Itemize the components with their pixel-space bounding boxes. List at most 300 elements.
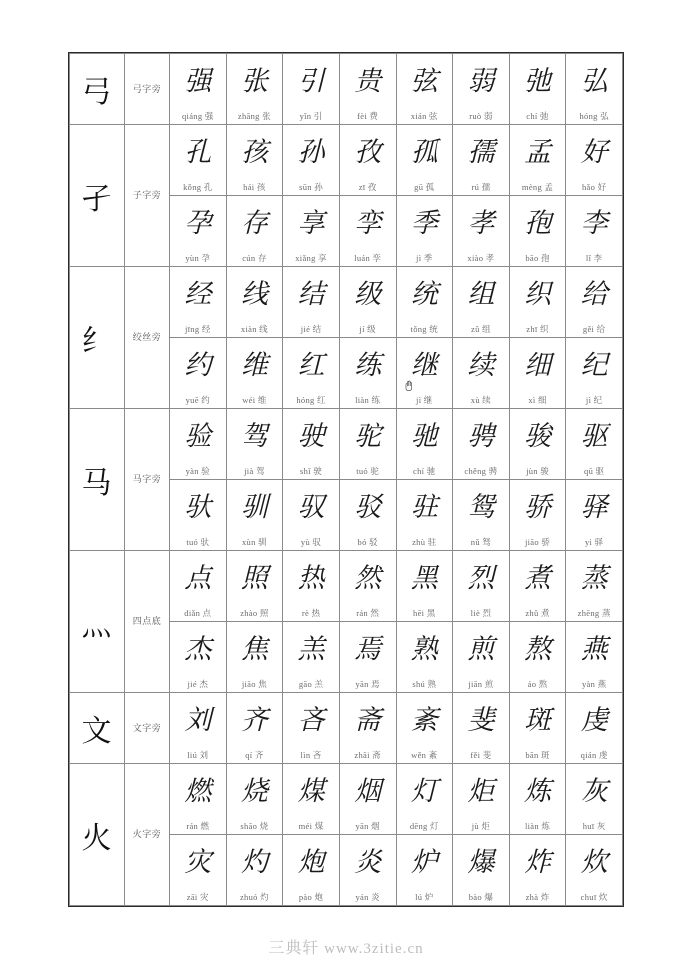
- pinyin-cell: [396, 250, 453, 267]
- character-cell: [170, 764, 227, 819]
- character-glyph: 煮: [524, 563, 552, 593]
- pinyin-label: nǔ 驽: [470, 537, 492, 547]
- character-glyph: 焦: [240, 634, 268, 664]
- pinyin-cell: [396, 321, 453, 338]
- pinyin-label: liè 烈: [470, 608, 492, 618]
- pinyin-label: yàn 燕: [581, 679, 607, 689]
- pinyin-label: jùn 骏: [526, 466, 550, 476]
- pinyin-cell: [339, 463, 396, 480]
- radical-symbol: 弓: [70, 54, 125, 125]
- character-glyph: 享: [297, 208, 325, 238]
- pinyin-cell: [339, 747, 396, 764]
- pinyin-label: zhī 织: [526, 324, 549, 334]
- character-glyph: 贵: [354, 66, 382, 96]
- radical-chart-sheet: [68, 52, 624, 907]
- pinyin-label: xì 细: [528, 395, 547, 405]
- character-glyph: 孩: [240, 137, 268, 167]
- pinyin-cell: [226, 889, 283, 906]
- character-glyph: 斐: [467, 705, 495, 735]
- character-glyph: 烟: [354, 776, 382, 806]
- character-glyph: 然: [354, 563, 382, 593]
- character-cell: [396, 622, 453, 677]
- character-cell: [339, 693, 396, 748]
- pinyin-label: rè 热: [301, 608, 321, 618]
- character-cell: [226, 622, 283, 677]
- pinyin-cell: [509, 179, 566, 196]
- pinyin-label: rán 燃: [186, 821, 210, 831]
- pinyin-label: xùn 驯: [241, 537, 267, 547]
- character-cell: [453, 835, 510, 890]
- character-cell: [566, 693, 623, 748]
- pinyin-cell: [226, 108, 283, 125]
- pinyin-label: ruò 弱: [469, 111, 493, 121]
- character-glyph: 孤: [410, 137, 438, 167]
- character-glyph: 孕: [184, 208, 212, 238]
- pinyin-label: chí 弛: [526, 111, 549, 121]
- pinyin-label: tǒng 统: [410, 324, 439, 334]
- pinyin-label: jié 杰: [187, 679, 209, 689]
- character-cell: [339, 409, 396, 464]
- character-cell: [226, 338, 283, 393]
- character-glyph: 验: [184, 421, 212, 451]
- character-cell: [453, 551, 510, 606]
- pinyin-cell: [453, 605, 510, 622]
- pinyin-label: jié 结: [300, 324, 322, 334]
- character-cell: [396, 835, 453, 890]
- pinyin-label: shú 熟: [412, 679, 437, 689]
- character-cell: [509, 764, 566, 819]
- pinyin-cell: [339, 108, 396, 125]
- radical-symbol: 火: [70, 764, 125, 906]
- character-cell: [453, 54, 510, 109]
- pinyin-label: chí 驰: [413, 466, 436, 476]
- pinyin-cell: [283, 818, 340, 835]
- character-glyph: 张: [240, 66, 268, 96]
- character-cell: [283, 622, 340, 677]
- character-glyph: 弱: [467, 66, 495, 96]
- character-glyph: 继: [410, 350, 438, 380]
- pinyin-cell: [226, 676, 283, 693]
- pinyin-label: hǎo 好: [581, 182, 607, 192]
- character-cell: [396, 764, 453, 819]
- character-cell: [509, 196, 566, 251]
- pinyin-cell: [396, 108, 453, 125]
- character-cell: [170, 835, 227, 890]
- pinyin-cell: [339, 818, 396, 835]
- character-cell: [566, 267, 623, 322]
- pinyin-cell: [509, 250, 566, 267]
- character-cell: [453, 267, 510, 322]
- character-cell: [339, 480, 396, 535]
- character-glyph: 爆: [467, 847, 495, 877]
- pinyin-label: xiǎng 享: [295, 253, 327, 263]
- character-glyph: 黑: [410, 563, 438, 593]
- character-cell: [170, 338, 227, 393]
- character-glyph: 引: [297, 66, 325, 96]
- character-glyph: 驿: [580, 492, 608, 522]
- character-glyph: 孙: [297, 137, 325, 167]
- pinyin-label: tuó 驼: [356, 466, 380, 476]
- character-cell: [396, 693, 453, 748]
- character-cell: [509, 409, 566, 464]
- pinyin-label: zhāi 斋: [354, 750, 381, 760]
- pinyin-label: jì 季: [416, 253, 433, 263]
- pinyin-cell: [283, 676, 340, 693]
- pinyin-label: zhēng 蒸: [577, 608, 611, 618]
- character-glyph: 炉: [410, 847, 438, 877]
- pinyin-cell: [396, 463, 453, 480]
- pinyin-cell: [453, 676, 510, 693]
- pinyin-label: jiāo 焦: [241, 679, 268, 689]
- pinyin-label: zǔ 组: [471, 324, 491, 334]
- pinyin-cell: [396, 605, 453, 622]
- character-glyph: 孟: [524, 137, 552, 167]
- character-cell: [170, 54, 227, 109]
- character-glyph: 强: [184, 66, 212, 96]
- character-glyph: 续: [467, 350, 495, 380]
- pinyin-cell: [453, 250, 510, 267]
- character-cell: [283, 338, 340, 393]
- character-glyph: 级: [354, 279, 382, 309]
- character-cell: [396, 409, 453, 464]
- character-glyph: 纪: [580, 350, 608, 380]
- pinyin-label: shāo 烧: [240, 821, 269, 831]
- character-glyph: 骄: [524, 492, 552, 522]
- pinyin-cell: [509, 747, 566, 764]
- pinyin-cell: [339, 179, 396, 196]
- character-glyph: 驶: [297, 421, 325, 451]
- pinyin-cell: [283, 392, 340, 409]
- pinyin-cell: [509, 392, 566, 409]
- pinyin-label: xiàn 线: [240, 324, 268, 334]
- pinyin-label: liàn 练: [355, 395, 381, 405]
- character-glyph: 灯: [410, 776, 438, 806]
- character-cell: [566, 551, 623, 606]
- character-glyph: 练: [354, 350, 382, 380]
- pinyin-label: zāi 灾: [186, 892, 209, 902]
- pinyin-label: shǐ 驶: [300, 466, 323, 476]
- pinyin-cell: [226, 534, 283, 551]
- character-cell: [283, 125, 340, 180]
- character-cell: [566, 196, 623, 251]
- pinyin-cell: [509, 108, 566, 125]
- pinyin-label: lìn 吝: [300, 750, 322, 760]
- pinyin-cell: [509, 818, 566, 835]
- pinyin-cell: [396, 392, 453, 409]
- pinyin-label: jiān 煎: [468, 679, 494, 689]
- character-cell: [339, 338, 396, 393]
- character-cell: [170, 196, 227, 251]
- character-glyph: 约: [184, 350, 212, 380]
- pinyin-cell: [509, 321, 566, 338]
- character-cell: [226, 409, 283, 464]
- radical-name: 马字旁: [125, 409, 170, 551]
- character-glyph: 煤: [297, 776, 325, 806]
- radical-symbol: 文: [70, 693, 125, 764]
- character-glyph: 弦: [410, 66, 438, 96]
- pinyin-label: yùn 孕: [185, 253, 211, 263]
- character-glyph: 熟: [410, 634, 438, 664]
- pinyin-label: lú 炉: [415, 892, 434, 902]
- character-glyph: 骋: [467, 421, 495, 451]
- character-glyph: 驯: [240, 492, 268, 522]
- pinyin-label: luán 孪: [354, 253, 382, 263]
- character-cell: [226, 835, 283, 890]
- pinyin-cell: [339, 605, 396, 622]
- pinyin-label: wéi 维: [242, 395, 267, 405]
- pinyin-label: qiáng 强: [182, 111, 214, 121]
- pinyin-label: chuī 炊: [580, 892, 608, 902]
- pinyin-cell: [283, 321, 340, 338]
- pinyin-cell: [396, 179, 453, 196]
- character-cell: [396, 125, 453, 180]
- character-cell: [339, 267, 396, 322]
- character-glyph: 弛: [524, 66, 552, 96]
- pinyin-label: méi 煤: [298, 821, 324, 831]
- pinyin-label: zhuó 灼: [239, 892, 269, 902]
- radical-name: 子字旁: [125, 125, 170, 267]
- character-glyph: 驻: [410, 492, 438, 522]
- character-cell: [453, 622, 510, 677]
- character-glyph: 好: [580, 137, 608, 167]
- character-cell: [339, 622, 396, 677]
- pinyin-cell: [339, 676, 396, 693]
- character-glyph: 蒸: [580, 563, 608, 593]
- pinyin-label: fèi 费: [357, 111, 379, 121]
- pinyin-cell: [339, 321, 396, 338]
- pinyin-label: zhù 驻: [412, 537, 437, 547]
- pinyin-label: liú 刘: [187, 750, 209, 760]
- pinyin-cell: [453, 108, 510, 125]
- pinyin-label: diǎn 点: [184, 608, 212, 618]
- character-glyph: 孔: [184, 137, 212, 167]
- character-cell: [339, 54, 396, 109]
- character-cell: [566, 835, 623, 890]
- character-cell: [283, 693, 340, 748]
- character-glyph: 炸: [524, 847, 552, 877]
- watermark-site-name: 三典轩: [268, 940, 320, 957]
- radical-chart-table: [69, 53, 623, 906]
- character-glyph: 孪: [354, 208, 382, 238]
- pinyin-label: zhào 照: [240, 608, 269, 618]
- pinyin-label: cún 存: [242, 253, 267, 263]
- character-glyph: 灼: [240, 847, 268, 877]
- character-glyph: 孺: [467, 137, 495, 167]
- pinyin-cell: [566, 250, 623, 267]
- radical-name: 文字旁: [125, 693, 170, 764]
- character-glyph: 线: [240, 279, 268, 309]
- pinyin-cell: [283, 179, 340, 196]
- pinyin-label: zhǔ 煮: [525, 608, 550, 618]
- pinyin-cell: [226, 392, 283, 409]
- character-cell: [453, 125, 510, 180]
- pinyin-cell: [509, 676, 566, 693]
- character-cell: [453, 409, 510, 464]
- pinyin-label: hēi 黑: [413, 608, 436, 618]
- character-cell: [226, 54, 283, 109]
- pinyin-cell: [566, 463, 623, 480]
- character-glyph: 炮: [297, 847, 325, 877]
- character-glyph: 存: [240, 208, 268, 238]
- pinyin-label: rán 然: [356, 608, 380, 618]
- pinyin-cell: [453, 818, 510, 835]
- character-glyph: 煎: [467, 634, 495, 664]
- character-glyph: 灾: [184, 847, 212, 877]
- character-glyph: 焉: [354, 634, 382, 664]
- pinyin-cell: [170, 392, 227, 409]
- pinyin-cell: [566, 747, 623, 764]
- radical-name: 火字旁: [125, 764, 170, 906]
- pinyin-label: zī 孜: [358, 182, 377, 192]
- pinyin-cell: [509, 534, 566, 551]
- character-cell: [453, 338, 510, 393]
- character-cell: [566, 125, 623, 180]
- character-cell: [170, 693, 227, 748]
- pinyin-label: áo 熬: [527, 679, 548, 689]
- character-glyph: 照: [240, 563, 268, 593]
- character-glyph: 炊: [580, 847, 608, 877]
- character-cell: [453, 693, 510, 748]
- character-cell: [283, 409, 340, 464]
- character-cell: [566, 338, 623, 393]
- character-cell: [509, 835, 566, 890]
- pinyin-label: xián 弦: [410, 111, 438, 121]
- pinyin-cell: [566, 392, 623, 409]
- pinyin-label: qí 齐: [245, 750, 264, 760]
- pinyin-cell: [283, 250, 340, 267]
- table-row: [70, 125, 623, 180]
- character-cell: [509, 54, 566, 109]
- character-cell: [170, 551, 227, 606]
- pinyin-label: yàn 验: [185, 466, 211, 476]
- character-glyph: 驭: [297, 492, 325, 522]
- character-cell: [396, 267, 453, 322]
- character-glyph: 细: [524, 350, 552, 380]
- character-glyph: 骏: [524, 421, 552, 451]
- character-cell: [283, 764, 340, 819]
- character-cell: [339, 764, 396, 819]
- character-cell: [283, 551, 340, 606]
- pinyin-cell: [453, 747, 510, 764]
- character-glyph: 驮: [184, 492, 212, 522]
- character-cell: [566, 409, 623, 464]
- pinyin-cell: [509, 605, 566, 622]
- pinyin-cell: [170, 818, 227, 835]
- pinyin-cell: [453, 463, 510, 480]
- character-cell: [170, 125, 227, 180]
- pinyin-cell: [170, 463, 227, 480]
- pinyin-cell: [170, 321, 227, 338]
- character-glyph: 斑: [524, 705, 552, 735]
- table-row: [70, 267, 623, 322]
- pinyin-cell: [170, 108, 227, 125]
- character-glyph: 结: [297, 279, 325, 309]
- pinyin-label: gěi 给: [582, 324, 606, 334]
- pinyin-label: qián 虔: [580, 750, 608, 760]
- character-glyph: 织: [524, 279, 552, 309]
- character-glyph: 齐: [240, 705, 268, 735]
- pinyin-label: tuó 驮: [186, 537, 210, 547]
- pinyin-cell: [283, 534, 340, 551]
- character-glyph: 紊: [410, 705, 438, 735]
- character-cell: [283, 835, 340, 890]
- character-cell: [566, 54, 623, 109]
- pinyin-label: kǒng 孔: [183, 182, 213, 192]
- character-glyph: 组: [467, 279, 495, 309]
- character-cell: [283, 480, 340, 535]
- character-cell: [283, 54, 340, 109]
- radical-name: 四点底: [125, 551, 170, 693]
- pinyin-cell: [170, 179, 227, 196]
- character-glyph: 灰: [580, 776, 608, 806]
- character-glyph: 斋: [354, 705, 382, 735]
- pinyin-label: yù 驭: [300, 537, 322, 547]
- pinyin-cell: [226, 747, 283, 764]
- pinyin-cell: [170, 676, 227, 693]
- pinyin-label: qū 驱: [584, 466, 605, 476]
- character-glyph: 孝: [467, 208, 495, 238]
- pinyin-cell: [396, 889, 453, 906]
- character-glyph: 炬: [467, 776, 495, 806]
- pinyin-cell: [453, 392, 510, 409]
- character-cell: [226, 196, 283, 251]
- character-glyph: 弘: [580, 66, 608, 96]
- pinyin-label: jì 继: [416, 395, 433, 405]
- pinyin-cell: [226, 463, 283, 480]
- pinyin-cell: [396, 747, 453, 764]
- character-cell: [396, 551, 453, 606]
- pinyin-cell: [339, 392, 396, 409]
- pinyin-label: bào 爆: [468, 892, 494, 902]
- pinyin-cell: [283, 889, 340, 906]
- character-cell: [453, 196, 510, 251]
- character-glyph: 鸳: [467, 492, 495, 522]
- character-cell: [226, 693, 283, 748]
- pinyin-label: sūn 孙: [299, 182, 324, 192]
- pinyin-cell: [453, 321, 510, 338]
- pinyin-cell: [339, 534, 396, 551]
- character-cell: [226, 551, 283, 606]
- character-glyph: 杰: [184, 634, 212, 664]
- pinyin-label: pào 炮: [298, 892, 324, 902]
- character-cell: [339, 125, 396, 180]
- character-cell: [283, 196, 340, 251]
- pinyin-cell: [566, 108, 623, 125]
- character-cell: [170, 267, 227, 322]
- pinyin-label: jù 炬: [471, 821, 491, 831]
- radical-name: 绞丝旁: [125, 267, 170, 409]
- character-glyph: 烈: [467, 563, 495, 593]
- character-glyph: 羔: [297, 634, 325, 664]
- table-row: [70, 764, 623, 819]
- pinyin-label: wěn 紊: [411, 750, 438, 760]
- watermark-url: www.3zitie.cn: [324, 941, 424, 957]
- pinyin-cell: [566, 321, 623, 338]
- pinyin-label: yān 焉: [355, 679, 380, 689]
- pinyin-label: yān 烟: [355, 821, 380, 831]
- character-cell: [566, 480, 623, 535]
- pinyin-label: yán 炎: [355, 892, 380, 902]
- pinyin-cell: [226, 179, 283, 196]
- character-cell: [453, 480, 510, 535]
- pinyin-label: rú 孺: [471, 182, 491, 192]
- radical-symbol: 马: [70, 409, 125, 551]
- character-cell: [283, 267, 340, 322]
- pinyin-cell: [453, 179, 510, 196]
- character-glyph: 经: [184, 279, 212, 309]
- pinyin-cell: [396, 676, 453, 693]
- pinyin-label: xù 续: [470, 395, 492, 405]
